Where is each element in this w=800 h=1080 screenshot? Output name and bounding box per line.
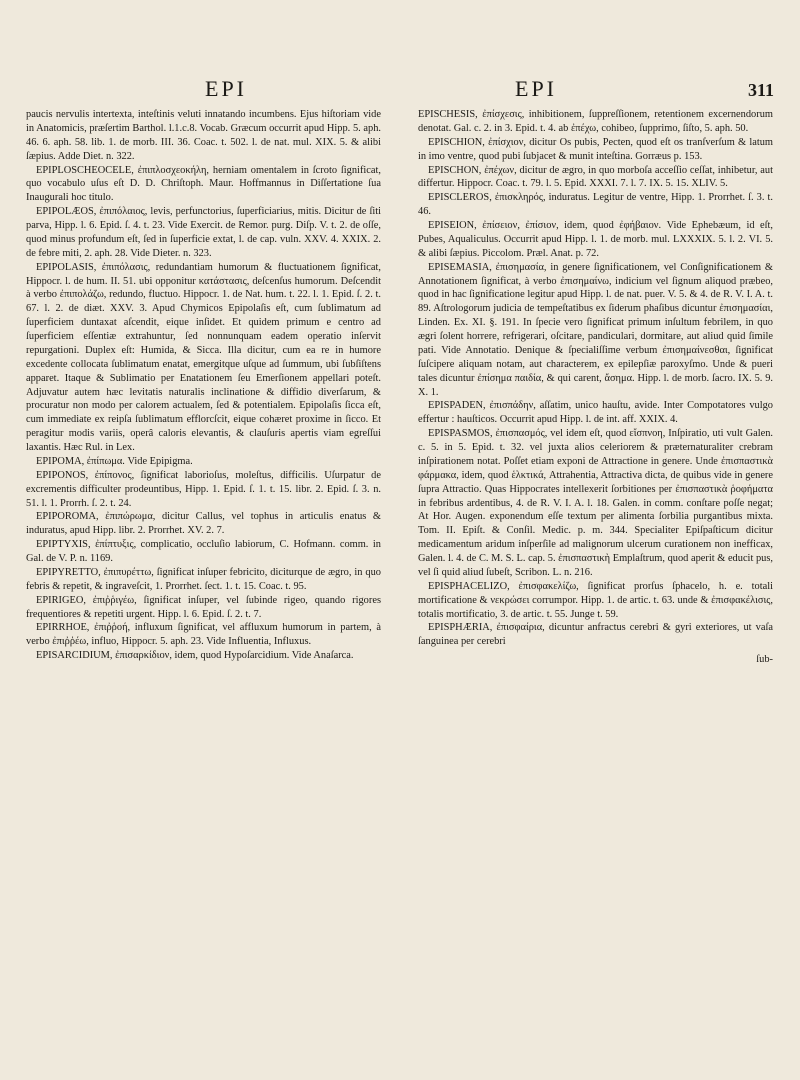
entry: EPISCHESIS, ἐπίσχεσις, inhibitionem, ſuppreſſionem, retentionem excernendorum denotat. Gal. c. 2. in 3. Epid. t. 4. ab ἐπέχω, cohibeo, ſupprimo, ſiſto, 5. aph. 50. [418, 109, 773, 134]
entry: EPISEION, ἐπίσειον, ἐπίσιον, idem, quod ἐφήβαιον. Vide Ephebæum, id eſt, Pubes, Aqualiculus. Occurrit apud Hipp. l. 1. de morb. mul. LXXXIX. 5. l. 2. VI. 5. & alibi ſæpius. Piccolom. Præl. Anat. p. 72. [418, 220, 773, 259]
entry: EPISCHION, ἐπίσχιον, dicitur Os pubis, Pecten, quod eſt os tranſverſum & latum in imo ventre, quod pubi ſubjacet & munit inteſtina. Gorræus p. 153. [418, 136, 773, 162]
running-header [0, 64, 800, 104]
entry: EPIPOROMA, ἐπιπώρωμα, dicitur Callus, vel tophus in articulis enatus & induratus, apud Hipp. libr. 2. Prorrhet. XV. 2. 7. [26, 511, 381, 537]
right-column [418, 108, 773, 1068]
page-number: 311 [747, 80, 774, 100]
entry: EPIPOLASIS, ἐπιπόλασις, redundantiam humorum & fluctuationem ſignificat, Hippocr. l. de hum. II. 51. ubi opponitur κατάστασις, deſcenſus humorum. Deſcendit à verbo ἐπιπολάζω, redundo, fluctuo. Hippocr. 1. de Nat. hum. t. 22. l. 1. Epid. ſ. 2. t. 67. l. 2. de diæt. XXV. 3. Apud Chymicos Epipolaſis eſt, cum ſublimatum ad ſuperficiem duntaxat aſcendit, eique inſidet. Et quidem primum e centro ad ſuperficiem eſſentiæ extrahuntur, ſed nonnunquam eadem operatio inſervit repurgationi. Duplex eſt: Humida, & Sicca. Illa dicitur, cum ea re in humore excedente collocata ſublimatum enatat, emergitque uſque ad ſummum, ubi ſubſiſtens apparet. Itaque & Sublimatio per Enatationem ſeu Emerſionem appellari poteſt. Adjuvatur autem hæc levitatis naturalis inclinatione & diffidio diverſarum, & procuratur non modo per calorem actualem, ſed & potentialem. Epipolaſis ſicca eſt, cum immediate ex reipſa ſublimatum efflorcſcit, eique cohæret proxime in ſicco. Et peragitur modis variis, operâ caloris elevantis, & clauſuris apertis viam egreſſui laxantis. Hæc Rul. in Lex. [26, 261, 381, 453]
entry: EPISPASMOS, ἐπισπασμός, vel idem eſt, quod εἴσπνοη, Inſpiratio, uti vult Galen. c. 5. in 5. Epid. t. 32. vel juxta alios celeriorem & præternaturaliter crebram inſpirationem notat. Poſſet etiam exponi de Attractione in genere. Unde ἐπισπαστικὰ φάρμακα, idem, quod ἑλκτικά, Attrahentia, Attractiva dicta, de quibus vide in genere ſupra Attractio. Quas Hippocrates intellexerit ſorbitiones per ἐπισπαστικὰ ῥοφήματα in febribus ardentibus, 4. de R. V. I. A. l. 18. Galen. in comm. conſtare poſſe negat; At Hor. Augen. exponendum eſſe textum per alimenta ſorbilia purgantibus mixta. Tom. II. Epiſt. & Conſil. Medic. p. m. 344. Specialiter Epiſpaſticum dicitur medicamentum aridum inſperſile ad malignorum ulcerum curationem non inefficax, Galen. l. 4. de C. M. S. L. cap. 5. ἐπισπαστικὴ Emplaſtrum, quod aperit & educit pus, vel ſi quid aliud ſubeſt, Scribon. L. n. 216. [418, 428, 773, 578]
entry: EPIPOMA, ἐπίπωμα. Vide Epipigma. [36, 455, 193, 467]
entry: EPIRRHOE, ἐπιῤῥοή, influxum ſignificat, vel affluxum humorum in partem, à verbo ἐπιῤῥέω, influo, Hippocr. 5. aph. 23. Vide Influentia, Influxus. [26, 622, 381, 648]
entry: EPIPTYXIS, ἐπίπτυξις, complicatio, occluſio labiorum, C. Hofmann. comm. in Gal. de V. P. n. 1169. [26, 539, 381, 564]
left-column [26, 108, 381, 1068]
entry: EPIPONOS, ἐπίπονος, ſignificat laborioſus, moleſtus, difficilis. Uſurpatur de excrementis difficulter prodeuntibus, Hipp. 1. Epid. ſ. 1. t. 15. libr. 2. Epid. ſ. 3. n. 51. l. 1. Prorrh. ſ. 2. t. 24. [26, 469, 381, 509]
entry: EPIRIGEO, ἐπιῤῥιγέω, ſignificat inſuper, vel ſubinde rigeo, quando rigores frequentiores & repetiti urgent. Hipp. l. 6. Epid. ſ. 2. t. 7. [26, 594, 381, 620]
entry: EPISARCIDIUM, ἐπισαρκίδιον, idem, quod Hypoſarcidium. Vide Anaſarca. [36, 650, 354, 662]
header-right-word: EPI [515, 76, 557, 101]
entry: EPIPOLÆOS, ἐπιπόλαιος, levis, perfunctorius, ſuperficiarius, mitis. Dicitur de ſiti parva, Hipp. l. 6. Epid. ſ. 4. t. 23. Vide Exercit. de Remor. purg. Diſp. V. t. 2. de oſſe, quod minus profundum eſt, ſed in ſuperficie extat, l. de cap. vuln. XXV. 4. XXIX. 2. de febre miti, 2. aph. 28. Vide Dieter. n. 323. [26, 206, 381, 259]
entry: EPISPADEN, ἐπισπάδην, aſſatim, unico hauſtu, avide. Inter Compotatores vulgo effertur : hauſticos. Occurrit apud Hipp. l. de int. aff. XXIX. 4. [418, 400, 773, 426]
entry: EPISCLEROS, ἐπισκληρός, induratus. Legitur de ventre, Hipp. 1. Prorrhet. ſ. 3. t. 46. [418, 192, 773, 218]
entry: EPISPHÆRIA, ἐπισφαίρια, dicuntur anfractus cerebri & gyri exteriores, ut vaſa ſanguinea per cerebri [418, 622, 773, 648]
entry: EPIPLOSCHEOCELE, ἐπιπλοσχεοκήλη, herniam omentalem in ſcroto ſignificat, quo vocabulo uſus eſt D. D. Chriſtoph. Maur. Hoffmannus in Diſſertatione ſua Inaugurali hoc titulo. [26, 164, 381, 204]
catchword: ſub- [756, 654, 773, 666]
entry: EPIPYRETTO, ἐπιπυρέττω, ſignificat inſuper febricito, diciturque de ægro, in quo febris & repetit, & ingraveſcit, 1. Prorrhet. ſect. 1. t. 15. Coac. t. 95. [26, 566, 381, 592]
entry: EPISCHON, ἐπέχων, dicitur de ægro, in quo morboſa acceſſio ceſſat, inhibetur, aut differtur. Hippocr. Coac. t. 79. l. 5. Epid. XXXI. 7. l. 7. IX. 5. 15. XLIV. 5. [418, 164, 773, 190]
header-left-word: EPI [205, 76, 247, 101]
entry: EPISEMASIA, ἐπισημασία, in genere ſignificationem, vel Conſignificationem & Annotationem ſignificat, à verbo ἐπισημαίνω, indicium vel ſignum aliquod præbeo, quod in hac ſignificatione legitur apud Hipp. l. de nat. puer. V. 5. & 4. de R. V. I. A. t. 89. Aſtrologorum judicia de tempeſtatibus ex ſiderum phaſibus dicuntur ἐπισημασίαι, Linden. Ex. XI. §. 191. In ſpecie vero ſignificat primum inſultum febrilem, in quo ægri ſolent horrere, refrigerari, oſcitare, pandiculari, dormitare, aut aliud quid ſimile pati. Vide Annotatio. Denique & ſpecialiſſime verbum ἐπισημαίνεσθαι, ſignificat ſuſcipere aliquam notam, aut characterem, ex epilepſiæ paroxyſmo. Unde & pueri tales dicuntur ἐπίσημα παιδία, & qui carent, ἄσημα. Hipp. l. de morb. ſacro. IX. 5. 9. X. 1. [418, 261, 773, 398]
entry: paucis nervulis intertexta, inteſtinis veluti innatando incumbens. Ejus hiſtoriam vide in Anatomicis, præſertim Barthol. l.1.c.8. Vocab. Græcum occurrit apud Hipp. 5. aph. 46. 6. aph. 58. lib. 1. de morb. III. 36. Coac. t. 502. l. de nat. mul. XIX. 5. & alibi ſæpius. Adde Diet. n. 322. [26, 109, 381, 162]
entry: EPISPHACELIZO, ἐπισφακελίζω, ſignificat prorſus ſphacelo, h. e. totali mortificatione & νεκρώσει corrumpor. Hipp. 1. de artic. t. 63. unde & ἐπισφακέλισις, totalis mortificatio, 3. de artic. t. 55. Junge t. 59. [418, 580, 773, 620]
